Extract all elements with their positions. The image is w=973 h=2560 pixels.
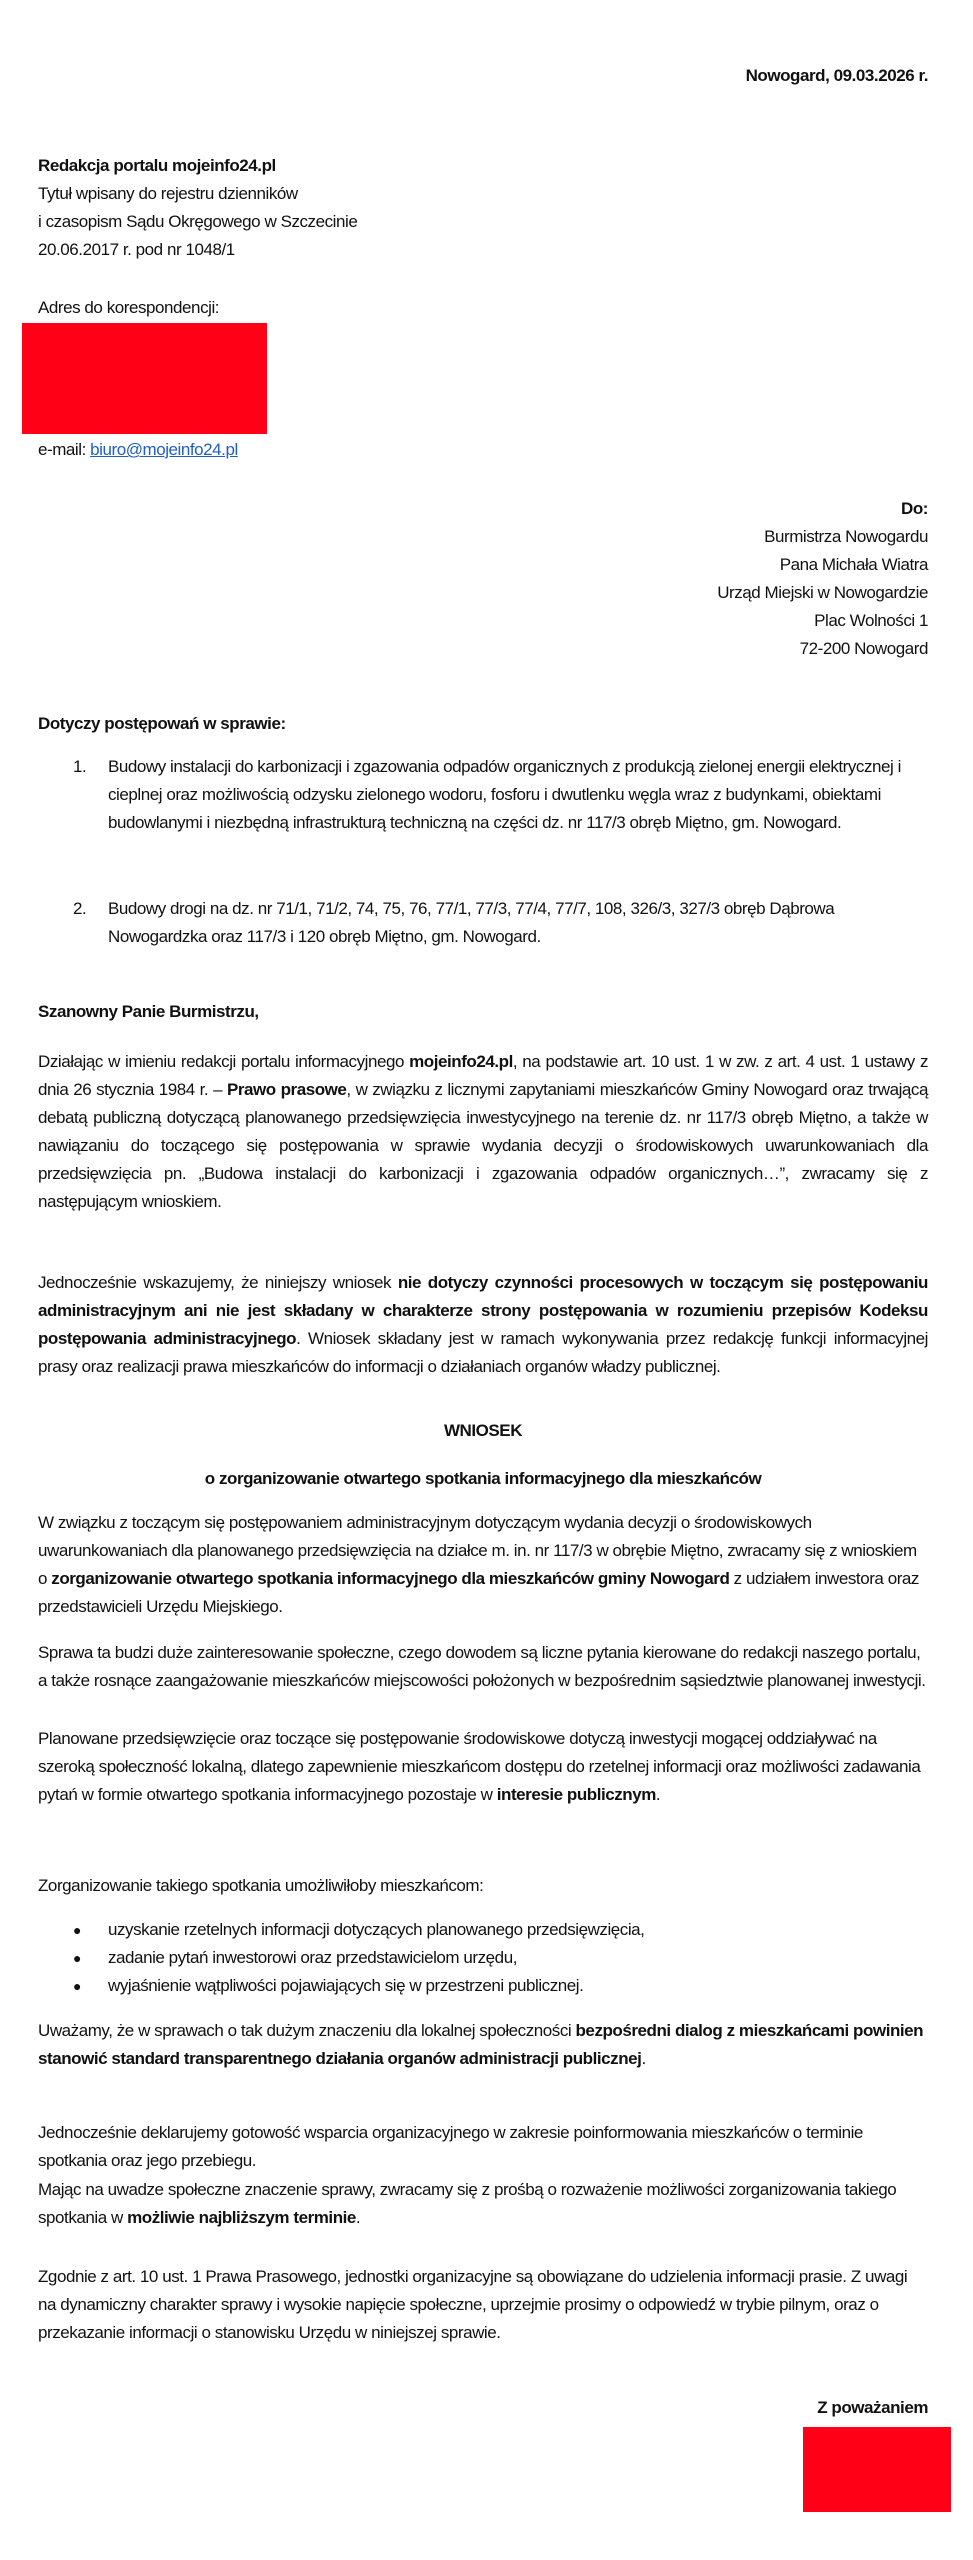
- bullet-text: uzyskanie rzetelnych informacji dotyczących planowanego przedsięwzięcia,: [108, 1920, 645, 1939]
- subject-item-text: Budowy drogi na dz. nr 71/1, 71/2, 74, 75, 76, 77/1, 77/3, 77/4, 77/7, 108, 326/3, 327/3 obręb Dąbrowa Nowogardzka oraz 117/3 i 120 obręb Miętno, gm. Nowogard.: [108, 899, 835, 946]
- paragraph-timing: [38, 2176, 928, 2232]
- subject-item-number: 1.: [73, 757, 87, 776]
- paragraph-benefits: Zorganizowanie takiego spotkania umożliwiłoby mieszkańcom:: [38, 1876, 484, 1895]
- emphasis: nie dotyczy czynności procesowych w toczącym się postępowaniu administracyjnym ani nie jest składany w charakterze strony postępowania w rozumieniu przepisów Kodeksu postępowania administracyjnego: [38, 1273, 928, 1348]
- bullet-icon: ●: [73, 1950, 82, 1966]
- bullet-item: [38, 1944, 928, 1972]
- portal-name: mojeinfo24.pl: [409, 1052, 513, 1071]
- subject-heading: Dotyczy postępowań w sprawie:: [38, 714, 286, 733]
- recipient-line: 72-200 Nowogard: [799, 639, 928, 658]
- bullet-icon: ●: [73, 1978, 82, 1994]
- subject-item-text: Budowy instalacji do karbonizacji i zgazowania odpadów organicznych z produkcją zielonej energii elektrycznej i cieplnej oraz możliwością odzysku zielonego wodoru, fosforu i dwutlenku węgla wraz z budynkami, obiektami budowlanymi i niezbędną infrastrukturą techniczną na części dz. nr 117/3 obręb Miętno, gm. Nowogard.: [108, 757, 901, 832]
- text: , w związku z licznymi zapytaniami mieszkańców Gminy Nowogard oraz trwającą debatą publiczną dotyczącą planowanego przedsięwzięcia inwestycyjnego na terenie dz. nr 117/3 obręb Miętno, a także w nawiązaniu do toczącego się postępowania w sprawie wydania decyzji o środowiskowych uwarunkowaniach dla przedsięwzięcia pn. „Budowa instalacji do karbonizacji i zgazowania odpadów organicznych…”, zwracamy się z następującym wnioskiem.: [38, 1080, 928, 1211]
- text: Uważamy, że w sprawach o tak dużym znaczeniu dla lokalnej społeczności: [38, 2021, 576, 2040]
- recipient-line: Pana Michała Wiatra: [779, 555, 928, 574]
- bullet-text: wyjaśnienie wątpliwości pojawiających się w przestrzeni publicznej.: [108, 1976, 584, 1995]
- recipient-line: Urząd Miejski w Nowogardzie: [717, 583, 928, 602]
- text: , na podstawie art. 10 ust. 1 w zw. z art. 4 ust. 1 ustawy z dnia 26 stycznia 1984 r. –: [38, 1052, 928, 1099]
- emphasis: zorganizowanie otwartego spotkania informacyjnego dla mieszkańców gminy Nowogard: [51, 1569, 730, 1588]
- paragraph-public-interest: [38, 1725, 928, 1809]
- sender-name: Redakcja portalu mojeinfo24.pl: [38, 156, 276, 175]
- text: z udziałem inwestora oraz przedstawicieli Urzędu Miejskiego.: [38, 1569, 919, 1616]
- email-label: e-mail:: [38, 440, 91, 459]
- paragraph-support: Jednocześnie deklarujemy gotowość wsparcia organizacyjnego w zakresie poinformowania mieszkańców o terminie spotkania oraz jego przebiegu.: [38, 2123, 863, 2170]
- text: Mając na uwadze społeczne znaczenie sprawy, zwracamy się z prośbą o rozważenie możliwości zorganizowania takiego spotkania w: [38, 2180, 897, 2227]
- salutation: Szanowny Panie Burmistrzu,: [38, 1002, 259, 1021]
- request-title: WNIOSEK: [443, 1421, 523, 1440]
- closing-text: Z poważaniem: [817, 2398, 928, 2417]
- sender-line: 20.06.2017 r. pod nr 1048/1: [38, 240, 235, 259]
- emphasis: interesie publicznym: [496, 1785, 656, 1804]
- paragraph-interest: Sprawa ta budzi duże zainteresowanie społeczne, czego dowodem są liczne pytania kierowane do redakcji naszego portalu, a także rosnące zaangażowanie mieszkańców miejscowości położonych w bezpośrednim sąsiedztwie planowanej inwestycji.: [38, 1643, 926, 1690]
- text: . Wniosek składany jest w ramach wykonywania przez redakcję funkcji informacyjnej prasy oraz realizacji prawa mieszkańców do informacji o działaniach organów władzy publicznej.: [38, 1329, 928, 1376]
- address-label: Adres do korespondencji:: [38, 298, 220, 317]
- text: .: [641, 2049, 646, 2068]
- law-name: Prawo prasowe: [226, 1080, 347, 1099]
- text: W związku z toczącym się postępowaniem administracyjnym dotyczącym wydania decyzji o środowiskowych uwarunkowaniach dla planowanego przedsięwzięcia na działce m. in. nr 117/3 w obrębie Miętno, zwracamy się z wnioskiem o: [38, 1513, 917, 1588]
- bullet-item: [38, 1916, 928, 1944]
- place-date: Nowogard, 09.03.2026 r.: [745, 66, 928, 85]
- recipient-label: Do:: [901, 499, 928, 518]
- signature-redaction: [803, 2427, 951, 2512]
- paragraph-request: [38, 1509, 928, 1621]
- paragraph-dialog: [38, 2017, 928, 2073]
- bullet-icon: ●: [73, 1922, 82, 1938]
- email-link[interactable]: biuro@mojeinfo24.pl: [90, 440, 238, 459]
- text: Jednocześnie wskazujemy, że niniejszy wniosek: [38, 1273, 398, 1292]
- emphasis: możliwie najbliższym terminie: [127, 2208, 356, 2227]
- sender-line: i czasopism Sądu Okręgowego w Szczecinie: [38, 212, 358, 231]
- subject-item-number: 2.: [73, 899, 87, 918]
- recipient-line: Plac Wolności 1: [814, 611, 928, 630]
- subject-item: [38, 895, 928, 951]
- email-line: [38, 436, 928, 464]
- bullet-item: [38, 1972, 928, 2000]
- bullet-text: zadanie pytań inwestorowi oraz przedstawicielom urzędu,: [108, 1948, 517, 1967]
- address-redaction: [22, 323, 267, 434]
- recipient-line: Burmistrza Nowogardu: [764, 527, 928, 546]
- text: Działając w imieniu redakcji portalu informacyjnego: [38, 1052, 410, 1071]
- request-subtitle: o zorganizowanie otwartego spotkania informacyjnego dla mieszkańców: [204, 1469, 762, 1488]
- paragraph-legal-basis: Zgodnie z art. 10 ust. 1 Prawa Prasowego, jednostki organizacyjne są obowiązane do udzielenia informacji prasie. Z uwagi na dynamiczny charakter sprawy i wysokie napięcie społeczne, uprzejmie prosimy o odpowiedź w trybie pilnym, oraz o przekazanie informacji o stanowisku Urzędu w niniejszej sprawie.: [38, 2267, 908, 2342]
- text: .: [655, 1785, 661, 1804]
- sender-line: Tytuł wpisany do rejestru dzienników: [38, 184, 298, 203]
- text: Planowane przedsięwzięcie oraz toczące się postępowanie środowiskowe dotyczą inwestycji mogącej oddziaływać na szeroką społeczność lokalną, dlatego zapewnienie mieszkańcom dostępu do rzetelnej informacji oraz możliwości zadawania pytań w formie otwartego spotkania informacyjnego pozostaje w: [38, 1729, 921, 1804]
- subject-item: [38, 753, 928, 865]
- emphasis: bezpośredni dialog z mieszkańcami powinien stanowić standard transparentnego działania organów administracji publicznej: [38, 2021, 924, 2068]
- text: .: [355, 2208, 361, 2227]
- paragraph-disclaimer: [38, 1269, 928, 1381]
- paragraph-intro: [38, 1048, 928, 1216]
